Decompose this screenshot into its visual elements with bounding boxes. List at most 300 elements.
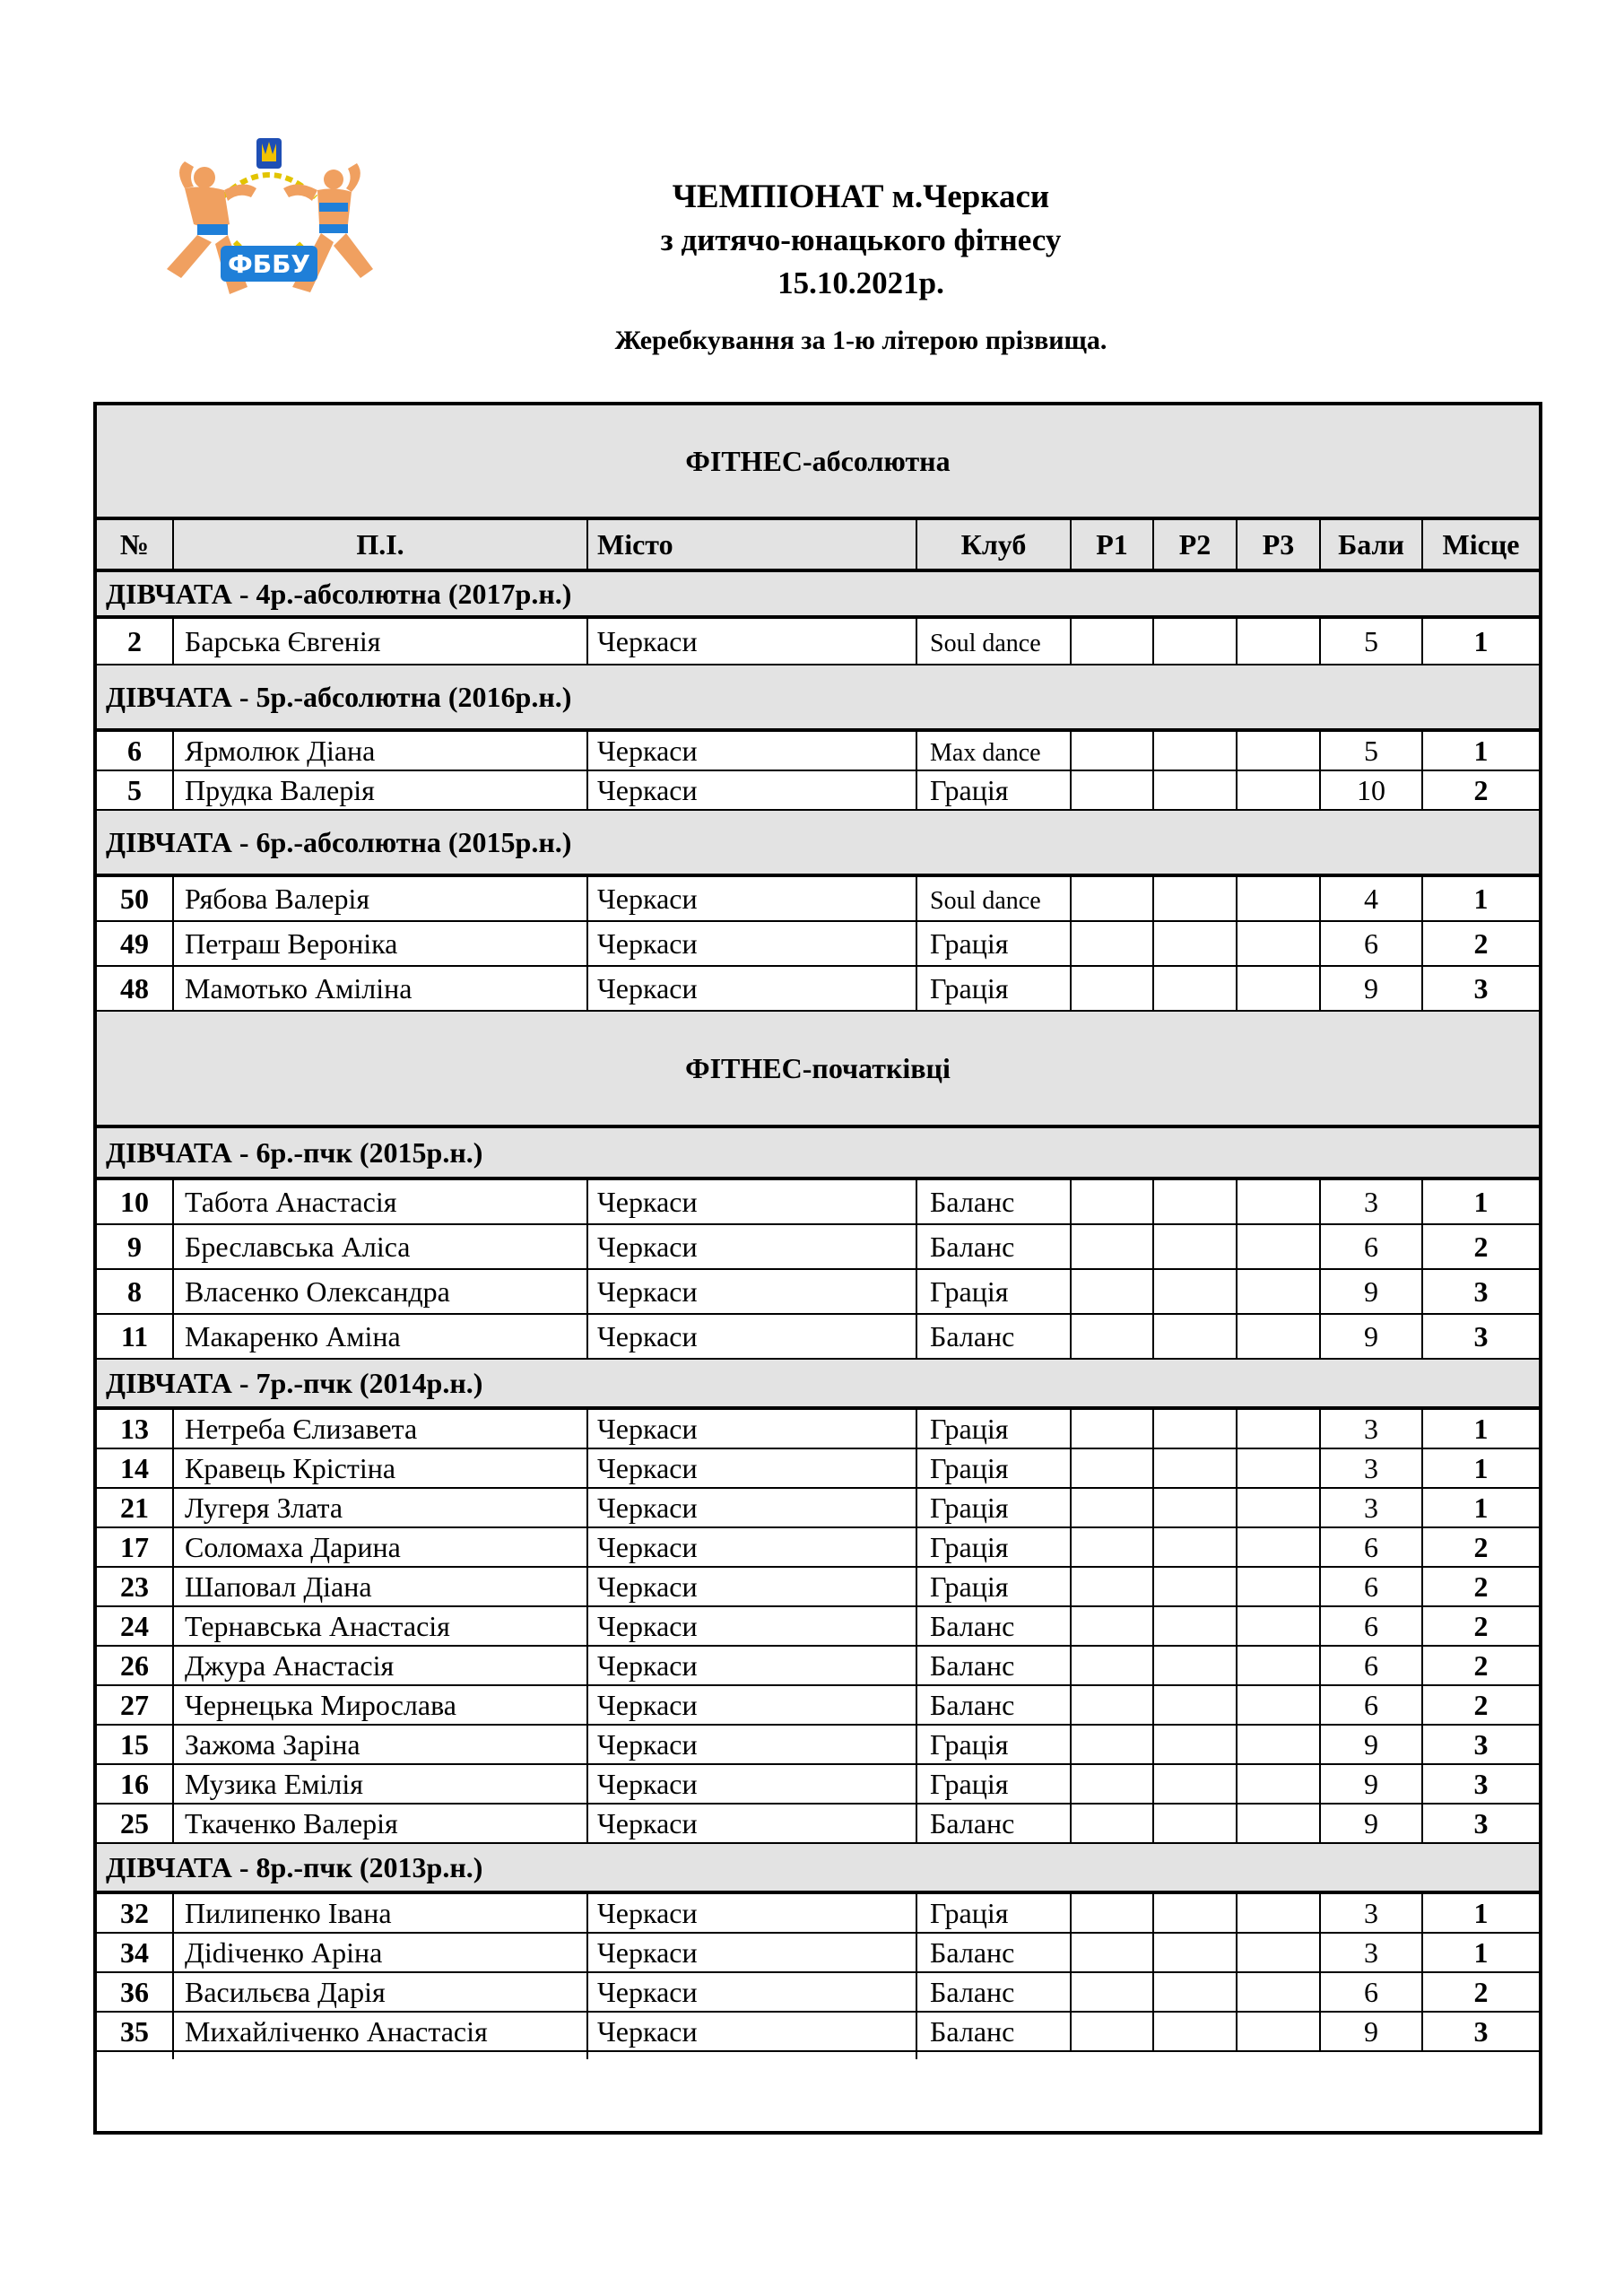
cell-score <box>1321 1607 1423 1645</box>
cell-p1 <box>1072 1934 1154 1971</box>
value-city: Черкаси <box>597 734 698 767</box>
cell-city <box>588 1410 917 1448</box>
cell-city <box>588 1315 917 1358</box>
cell-num <box>97 1315 174 1358</box>
cell-city <box>588 1449 917 1487</box>
cell-p2 <box>1154 1973 1238 2011</box>
cell-num <box>97 1528 174 1566</box>
value-num: 49 <box>120 926 149 960</box>
cell-p2 <box>1154 771 1238 809</box>
cell-p3 <box>1238 877 1321 920</box>
cell-p2 <box>1154 1410 1238 1448</box>
table-row <box>97 1805 1539 1844</box>
value-city: Черкаси <box>597 1274 698 1308</box>
value-score: 6 <box>1364 1230 1378 1263</box>
cell-p3 <box>1238 1647 1321 1684</box>
value-name: Рябова Валерія <box>185 882 370 915</box>
cell-score <box>1321 1449 1423 1487</box>
value-num: 32 <box>120 1896 149 1929</box>
table-row <box>97 1270 1539 1315</box>
cell-num <box>97 1973 174 2011</box>
cell-p2 <box>1154 1568 1238 1605</box>
cell-name <box>174 1934 588 1971</box>
value-score: 9 <box>1364 2014 1378 2048</box>
cell-score <box>1321 877 1423 920</box>
cell-city <box>588 1568 917 1605</box>
header-cell-club <box>917 520 1072 569</box>
cell-score <box>1321 1647 1423 1684</box>
cell-p3 <box>1238 1934 1321 1971</box>
cell-p2 <box>1154 1647 1238 1684</box>
cell-p2 <box>1154 619 1238 664</box>
value-club: Грація <box>930 1767 1009 1800</box>
value-club: Баланс <box>930 2014 1015 2048</box>
cell-club <box>917 1726 1072 1763</box>
value-num: 24 <box>120 1609 149 1642</box>
value-num: 13 <box>120 1412 149 1445</box>
cell-name <box>174 1270 588 1313</box>
value-place: 1 <box>1473 1491 1489 1524</box>
cell-city <box>588 1805 917 1842</box>
value-name: Шаповал Діана <box>185 1570 372 1603</box>
value-place: 1 <box>1473 1185 1489 1218</box>
value-score: 4 <box>1364 882 1378 915</box>
value-city: Черкаси <box>597 2014 698 2048</box>
cell-p1 <box>1072 1449 1154 1487</box>
cell-num <box>97 1934 174 1971</box>
cell-city <box>588 1765 917 1803</box>
cell-p1 <box>1072 1805 1154 1842</box>
cell-place <box>1423 1973 1539 2011</box>
cell-city <box>588 732 917 770</box>
value-place: 2 <box>1473 1975 1489 2008</box>
header-cell-num <box>97 520 174 569</box>
cell-name <box>174 1765 588 1803</box>
cell-p3 <box>1238 1315 1321 1358</box>
cell-club <box>917 1568 1072 1605</box>
table-row <box>97 1765 1539 1805</box>
cell-name <box>174 877 588 920</box>
value-city: Черкаси <box>597 773 698 806</box>
cell-p2 <box>1154 1489 1238 1526</box>
cell-name <box>174 1607 588 1645</box>
value-club: Soul dance <box>930 887 1041 915</box>
column-header-p3: Р3 <box>1262 527 1295 561</box>
table-row <box>97 1568 1539 1607</box>
value-name: Бреславська Аліса <box>185 1230 411 1263</box>
cell-num <box>97 771 174 809</box>
cell-club <box>917 1410 1072 1448</box>
cell-p2 <box>1154 1180 1238 1223</box>
value-score: 10 <box>1357 773 1385 806</box>
cell-p3 <box>1238 1568 1321 1605</box>
cell-p2 <box>1154 1528 1238 1566</box>
value-city: Черкаси <box>597 1727 698 1761</box>
value-place: 1 <box>1473 1896 1489 1929</box>
cell-p2 <box>1154 1225 1238 1268</box>
value-num: 23 <box>120 1570 149 1603</box>
value-score: 9 <box>1364 1274 1378 1308</box>
cell-score <box>1321 922 1423 965</box>
value-club: Баланс <box>930 1975 1015 2008</box>
value-city: Черкаси <box>597 1570 698 1603</box>
cell-club <box>917 1180 1072 1223</box>
cell-city <box>588 1686 917 1724</box>
cell-p3 <box>1238 1894 1321 1932</box>
value-place: 3 <box>1473 1806 1489 1839</box>
cell-city <box>588 1225 917 1268</box>
value-num: 17 <box>120 1530 149 1563</box>
cell-name <box>174 1647 588 1684</box>
value-num: 8 <box>127 1274 142 1308</box>
cell-num <box>97 1180 174 1223</box>
cell-club <box>917 619 1072 664</box>
cell-club <box>917 1528 1072 1566</box>
table-row <box>97 1647 1539 1686</box>
cell-p2 <box>1154 2013 1238 2050</box>
cell-p1 <box>1072 1315 1154 1358</box>
cell-score <box>1321 2013 1423 2050</box>
value-score: 6 <box>1364 1530 1378 1563</box>
value-score: 9 <box>1364 1727 1378 1761</box>
table-row <box>97 1489 1539 1528</box>
value-name: Тернавська Анастасія <box>185 1609 450 1642</box>
cell-p3 <box>1238 1686 1321 1724</box>
results-table <box>93 402 1542 2135</box>
value-place: 3 <box>1473 971 1489 1004</box>
cell-score <box>1321 1934 1423 1971</box>
cell-p2 <box>1154 1315 1238 1358</box>
value-num: 48 <box>120 971 149 1004</box>
cell-num <box>97 922 174 965</box>
cell-place <box>1423 2013 1539 2050</box>
value-city: Черкаси <box>597 1451 698 1484</box>
cell-num <box>97 1805 174 1842</box>
cell-place <box>1423 771 1539 809</box>
value-place: 2 <box>1473 1688 1489 1721</box>
cell-p1 <box>1072 1765 1154 1803</box>
cell-score <box>1321 1765 1423 1803</box>
cell-num <box>97 1647 174 1684</box>
cell-club <box>917 2013 1072 2050</box>
value-name: Кравець Крістіна <box>185 1451 396 1484</box>
table-row <box>97 1315 1539 1360</box>
table-row <box>97 877 1539 922</box>
value-num: 15 <box>120 1727 149 1761</box>
value-name: Табота Анастасія <box>185 1185 397 1218</box>
cell-name <box>174 967 588 1010</box>
value-score: 3 <box>1364 1935 1378 1969</box>
cell-score <box>1321 1528 1423 1566</box>
cell-p1 <box>1072 1410 1154 1448</box>
value-name: Петраш Вероніка <box>185 926 398 960</box>
cell-place <box>1423 1489 1539 1526</box>
table-row <box>97 967 1539 1012</box>
cell-p3 <box>1238 967 1321 1010</box>
cell-p3 <box>1238 771 1321 809</box>
header-cell-p1 <box>1072 520 1154 569</box>
table-row <box>97 2013 1539 2052</box>
championship-title: ЧЕМПІОНАТ м.Черкаси <box>672 178 1050 215</box>
value-score: 9 <box>1364 971 1378 1004</box>
cell-p1 <box>1072 922 1154 965</box>
cell-p2 <box>1154 732 1238 770</box>
cell-place <box>1423 1180 1539 1223</box>
value-city: Черкаси <box>597 1688 698 1721</box>
cell-club <box>917 967 1072 1010</box>
cell-name <box>174 1686 588 1724</box>
value-num: 36 <box>120 1975 149 2008</box>
header-cell-score <box>1321 520 1423 569</box>
table-row <box>97 732 1539 771</box>
value-score: 9 <box>1364 1767 1378 1800</box>
cell-p1 <box>1072 1489 1154 1526</box>
category-title: ДІВЧАТА - 8р.-пчк (2013р.н.) <box>97 1844 1539 1894</box>
cell-club <box>917 1934 1072 1971</box>
cell-city <box>588 1934 917 1971</box>
value-city: Черкаси <box>597 624 698 657</box>
cell-club <box>917 1765 1072 1803</box>
value-city: Черкаси <box>597 1491 698 1524</box>
value-place: 1 <box>1473 624 1489 657</box>
value-score: 5 <box>1364 734 1378 767</box>
cell-p1 <box>1072 771 1154 809</box>
cell-place <box>1423 1765 1539 1803</box>
cell-place <box>1423 1410 1539 1448</box>
cell-num <box>97 967 174 1010</box>
cell-p2 <box>1154 1726 1238 1763</box>
cell-p2 <box>1154 1449 1238 1487</box>
cell-place <box>1423 922 1539 965</box>
cell-club <box>917 1894 1072 1932</box>
header-cell-p3 <box>1238 520 1321 569</box>
cell-p2 <box>1154 1765 1238 1803</box>
cell-num <box>97 877 174 920</box>
federation-logo <box>158 135 380 314</box>
value-place: 3 <box>1473 1727 1489 1761</box>
value-score: 3 <box>1364 1896 1378 1929</box>
cell-city <box>588 967 917 1010</box>
cell-name <box>174 1528 588 1566</box>
value-name: Барська Євгенія <box>185 624 381 657</box>
cell-place <box>1423 1934 1539 1971</box>
cell-place <box>1423 1686 1539 1724</box>
column-header-p1: Р1 <box>1096 527 1128 561</box>
cell-club <box>917 1973 1072 2011</box>
table-row <box>97 1449 1539 1489</box>
table-row <box>97 922 1539 967</box>
draw-note: Жеребкування за 1-ю літерою прізвища. <box>614 326 1107 355</box>
table-row <box>97 1726 1539 1765</box>
cell-score <box>1321 1568 1423 1605</box>
table-empty-tail <box>97 2052 1539 2059</box>
column-header-club: Клуб <box>960 527 1027 561</box>
cell-p2 <box>1154 1270 1238 1313</box>
cell-club <box>917 1805 1072 1842</box>
value-score: 6 <box>1364 1570 1378 1603</box>
value-name: Михайліченко Анастасія <box>185 2014 488 2048</box>
value-city: Черкаси <box>597 1806 698 1839</box>
cell-name <box>174 1894 588 1932</box>
cell-club <box>917 732 1072 770</box>
cell-p1 <box>1072 1647 1154 1684</box>
cell-p1 <box>1072 619 1154 664</box>
value-place: 2 <box>1473 926 1489 960</box>
cell-club <box>917 1225 1072 1268</box>
value-place: 1 <box>1473 1412 1489 1445</box>
header-cell-p2 <box>1154 520 1238 569</box>
value-city: Черкаси <box>597 1319 698 1352</box>
value-num: 27 <box>120 1688 149 1721</box>
value-num: 5 <box>127 773 142 806</box>
value-club: Грація <box>930 971 1009 1004</box>
value-score: 3 <box>1364 1185 1378 1218</box>
value-club: Грація <box>930 1274 1009 1308</box>
cell-name <box>174 1410 588 1448</box>
section-title: ФІТНЕС-початківці <box>97 1012 1539 1128</box>
cell-name <box>174 1973 588 2011</box>
cell-score <box>1321 732 1423 770</box>
cell-name <box>174 1568 588 1605</box>
category-title: ДІВЧАТА - 6р.-абсолютна (2015р.н.) <box>97 811 1539 877</box>
value-num: 50 <box>120 882 149 915</box>
value-name: Макаренко Аміна <box>185 1319 401 1352</box>
cell-name <box>174 1315 588 1358</box>
value-num: 2 <box>127 624 142 657</box>
cell-p3 <box>1238 1607 1321 1645</box>
value-place: 2 <box>1473 1648 1489 1682</box>
cell-name <box>174 922 588 965</box>
value-place: 1 <box>1473 882 1489 915</box>
cell-p2 <box>1154 1934 1238 1971</box>
cell-club <box>917 771 1072 809</box>
value-name: Нетреба Єлизавета <box>185 1412 418 1445</box>
value-num: 35 <box>120 2014 149 2048</box>
cell-p3 <box>1238 1489 1321 1526</box>
value-place: 1 <box>1473 734 1489 767</box>
cell-score <box>1321 1973 1423 2011</box>
document-header <box>502 176 1220 305</box>
cell-name <box>174 1225 588 1268</box>
column-header-name: П.І. <box>356 527 404 561</box>
value-city: Черкаси <box>597 1896 698 1929</box>
cell-name <box>174 1489 588 1526</box>
cell-num <box>97 1225 174 1268</box>
cell-p3 <box>1238 1726 1321 1763</box>
value-club: Грація <box>930 926 1009 960</box>
value-place: 3 <box>1473 2014 1489 2048</box>
table-row <box>97 619 1539 665</box>
table-row <box>97 1934 1539 1973</box>
cell-p1 <box>1072 1973 1154 2011</box>
table-row <box>97 771 1539 811</box>
cell-p3 <box>1238 619 1321 664</box>
cell-place <box>1423 967 1539 1010</box>
cell-p3 <box>1238 1973 1321 2011</box>
value-club: Грація <box>930 1896 1009 1929</box>
cell-p3 <box>1238 1270 1321 1313</box>
cell-p2 <box>1154 967 1238 1010</box>
cell-p1 <box>1072 1726 1154 1763</box>
value-club: Баланс <box>930 1230 1015 1263</box>
cell-place <box>1423 1528 1539 1566</box>
value-club: Грація <box>930 1530 1009 1563</box>
cell-city <box>588 1973 917 2011</box>
value-city: Черкаси <box>597 882 698 915</box>
table-row <box>97 1686 1539 1726</box>
cell-num <box>97 1449 174 1487</box>
table-row <box>97 1607 1539 1647</box>
value-num: 34 <box>120 1935 149 1969</box>
empty-cell-city <box>588 2052 917 2059</box>
value-club: Грація <box>930 1491 1009 1524</box>
cell-p2 <box>1154 877 1238 920</box>
value-score: 5 <box>1364 624 1378 657</box>
value-club: Грація <box>930 1727 1009 1761</box>
cell-club <box>917 1449 1072 1487</box>
cell-num <box>97 1686 174 1724</box>
cell-score <box>1321 1805 1423 1842</box>
value-name: Власенко Олександра <box>185 1274 450 1308</box>
cell-name <box>174 1805 588 1842</box>
cell-city <box>588 1607 917 1645</box>
championship-date: 15.10.2021р. <box>777 265 944 300</box>
cell-city <box>588 877 917 920</box>
value-name: Діdіченко Аріна <box>185 1935 383 1969</box>
value-name: Пилипенко Івана <box>185 1896 392 1929</box>
cell-place <box>1423 1805 1539 1842</box>
column-header-row <box>97 520 1539 572</box>
value-city: Черкаси <box>597 1609 698 1642</box>
column-header-place: Місце <box>1442 527 1520 561</box>
cell-club <box>917 877 1072 920</box>
cell-score <box>1321 967 1423 1010</box>
cell-place <box>1423 1225 1539 1268</box>
cell-p1 <box>1072 1894 1154 1932</box>
cell-p3 <box>1238 922 1321 965</box>
cell-p1 <box>1072 1528 1154 1566</box>
logo-text: ФББУ <box>227 249 311 279</box>
value-club: Баланс <box>930 1609 1015 1642</box>
cell-num <box>97 1726 174 1763</box>
value-city: Черкаси <box>597 1935 698 1969</box>
table-row <box>97 1225 1539 1270</box>
value-place: 1 <box>1473 1935 1489 1969</box>
header-cell-city <box>588 520 917 569</box>
cell-club <box>917 1315 1072 1358</box>
value-city: Черкаси <box>597 1648 698 1682</box>
value-num: 6 <box>127 734 142 767</box>
value-name: Лугеря Злата <box>185 1491 343 1524</box>
cell-city <box>588 2013 917 2050</box>
value-club: Баланс <box>930 1648 1015 1682</box>
value-score: 3 <box>1364 1451 1378 1484</box>
value-city: Черкаси <box>597 926 698 960</box>
value-num: 10 <box>120 1185 149 1218</box>
cell-score <box>1321 771 1423 809</box>
value-name: Соломаха Дарина <box>185 1530 401 1563</box>
category-title: ДІВЧАТА - 5р.-абсолютна (2016р.н.) <box>97 665 1539 732</box>
cell-score <box>1321 1315 1423 1358</box>
column-header-p2: Р2 <box>1178 527 1211 561</box>
cell-club <box>917 1686 1072 1724</box>
value-city: Черкаси <box>597 1412 698 1445</box>
cell-score <box>1321 1686 1423 1724</box>
cell-p2 <box>1154 1894 1238 1932</box>
cell-p3 <box>1238 1805 1321 1842</box>
value-name: Мамотько Аміліна <box>185 971 413 1004</box>
value-name: Чернецька Мирослава <box>185 1688 456 1721</box>
